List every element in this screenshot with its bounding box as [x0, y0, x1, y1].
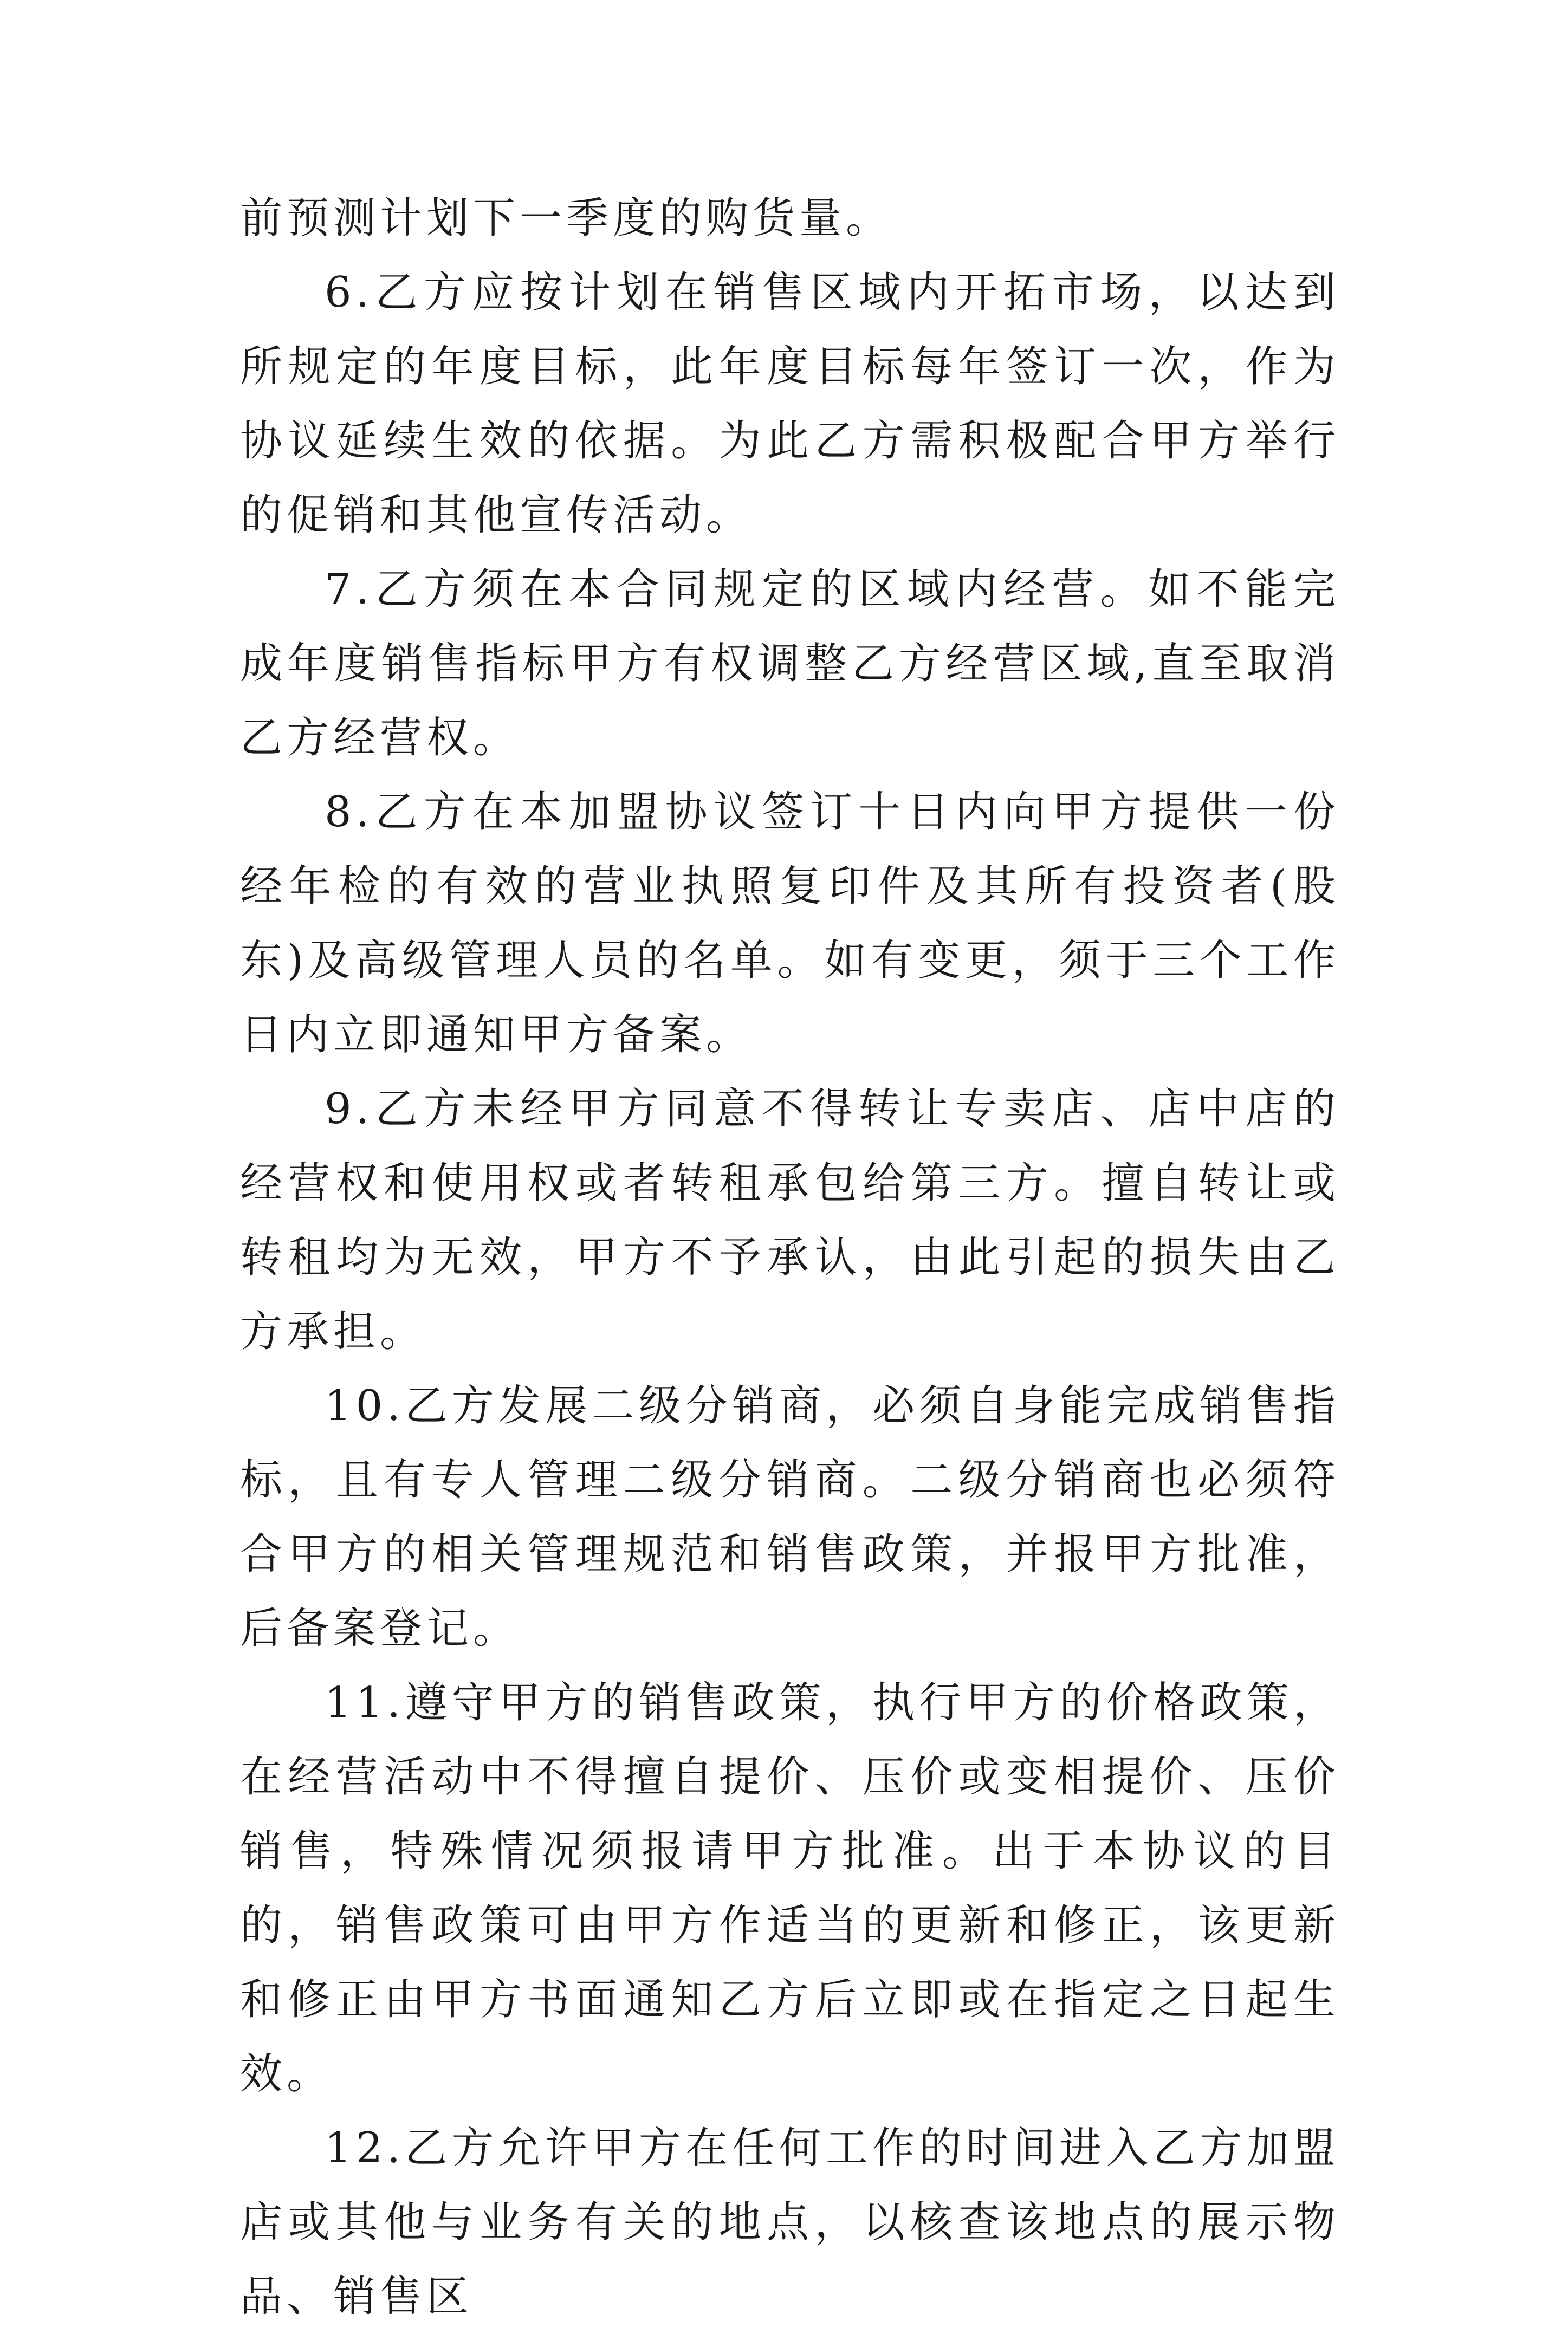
body-text — [240, 181, 1340, 2334]
clause-10: 10.乙方发展二级分销商，必须自身能完成销售指标，且有专人管理二级分销商。二级分销商也必须符合甲方的相关管理规范和销售政策，并报甲方批准，后备案登记。 — [240, 1382, 1340, 1653]
clause-9: 9.乙方未经甲方同意不得转让专卖店、店中店的经营权和使用权或者转租承包给第三方。擅自转让或转租均为无效，甲方不予承认，由此引起的损失由乙方承担。 — [240, 1085, 1340, 1356]
clause-7: 7.乙方须在本合同规定的区域内经营。如不能完成年度销售指标甲方有权调整乙方经营区域,直至取消乙方经营权。 — [240, 565, 1340, 762]
clause-12: 12.乙方允许甲方在任何工作的时间进入乙方加盟店或其他与业务有关的地点，以核查该地点的展示物品、销售区 — [240, 2124, 1340, 2321]
paragraph-continuation: 前预测计划下一季度的购货量。 — [240, 194, 893, 243]
clause-6: 6.乙方应按计划在销售区域内开拓市场，以达到所规定的年度目标，此年度目标每年签订一次，作为协议延续生效的依据。为此乙方需积极配合甲方举行的促销和其他宣传活动。 — [240, 268, 1340, 540]
clause-11: 11.遵守甲方的销售政策，执行甲方的价格政策，在经营活动中不得擅自提价、压价或变相提价、压价销售，特殊情况须报请甲方批准。出于本协议的目的，销售政策可由甲方作适当的更新和修正，该更新和修正由甲方书面通知乙方后立即或在指定之日起生效。 — [240, 1678, 1340, 2098]
clause-8: 8.乙方在本加盟协议签订十日内向甲方提供一份经年检的有效的营业执照复印件及其所有投资者(股东)及高级管理人员的名单。如有变更，须于三个工作日内立即通知甲方备案。 — [240, 788, 1340, 1059]
